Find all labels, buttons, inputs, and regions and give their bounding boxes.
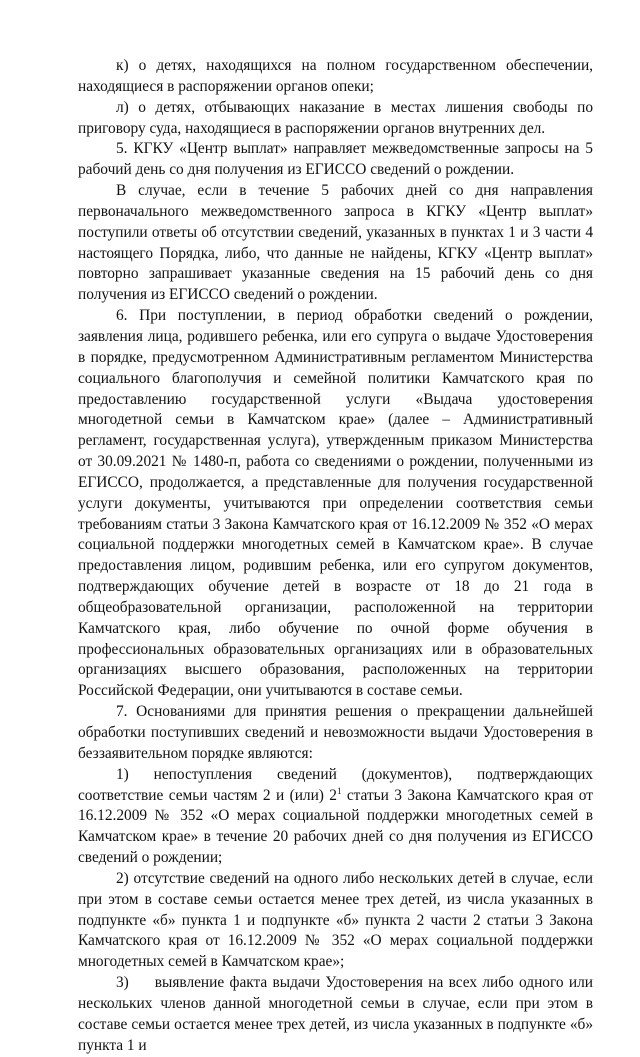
paragraph-7-item-3-number: 3) xyxy=(116,974,129,992)
paragraph-k: к) о детях, находящихся на полном государственном обеспечении, находящиеся в распоряжении органов опеки; xyxy=(78,57,593,95)
paragraph-7-item-1-end: статьи 3 Закона Камчатского края от 16.12.2009 № 352 «О мерах социальной поддержки многодетных семей в Камчатском крае» в течение 20 рабочих дней со дня получения из ЕГИССО сведений о рождении; xyxy=(78,786,593,867)
paragraph-7-item-3 xyxy=(78,973,593,1056)
paragraph-7-item-2: 2) отсутствие сведений на одного либо нескольких детей в случае, если при этом в составе семьи остается менее трех детей, из числа указанных в подпункте «б» пункта 1 и подпункте «б» пункта 2 части 2 статьи 3 Закона Камчатского края от 16.12.2009 № 352 «О мерах социальной поддержки многодетных семей в Камчатском крае»; xyxy=(78,869,593,971)
superscript-one: 1 xyxy=(336,785,342,796)
paragraph-7-item-1-start: 1) непоступления сведений (документов), подтверждающих соответствие семьи частям 2 и (или) 2 xyxy=(78,765,593,804)
paragraph-5: 5. КГКУ «Центр выплат» направляет межведомственные запросы на 5 рабочий день со дня получения из ЕГИССО сведений о рождении. xyxy=(78,140,593,179)
paragraph-7: 7. Основаниями для принятия решения о прекращении дальнейшей обработки поступивших сведений и невозможности выдачи Удостоверения в беззаявительном порядке являются: xyxy=(78,703,593,762)
paragraph-6: 6. При поступлении, в период обработки сведений о рождении, заявления лица, родившего ребенка, или его супруга о выдаче Удостоверения в порядке, предусмотренном Административным регламентом Министерства социального благополучия и семейной политики Камчатского края по предоставлению государственной услуги «Выдача удостоверения многодетной семьи в Камчатском крае» (далее – Административный регламент, государственная услуга), утвержденным приказом Министерства от 30.09.2021 № 1480-п, работа со сведениями о рождении, полученными из ЕГИССО, продолжается, а представленные для получения государственной услуги документы, учитываются при определении соответствия семьи требованиям статьи 3 Закона Камчатского края от 16.12.2009 № 352 «О мерах социальной поддержки многодетных семей в Камчатском крае». В случае предоставления лицом, родившим ребенка, или его супругом документов, подтверждающих обучение детей в возрасте от 18 до 21 года в общеобразовательной организации, расположенной на территории Камчатского края, либо обучение по очной форме обучения в профессиональных образовательных организациях или в образовательных организациях высшего образования, расположенных на территории Российской Федерации, они учитываются в составе семьи. xyxy=(78,307,593,700)
document-page xyxy=(78,56,593,1057)
paragraph-5-case: В случае, если в течение 5 рабочих дней со дня направления первоначального межведомственного запроса в КГКУ «Центр выплат» поступили ответы об отсутствии сведений, указанных в пунктах 1 и 3 части 4 настоящего Порядка, либо, что данные не найдены, КГКУ «Центр выплат» повторно запрашивает указанные сведения на 15 рабочий день со дня получения из ЕГИССО сведений о рождении. xyxy=(78,182,593,304)
paragraph-7-item-1 xyxy=(78,765,593,869)
paragraph-l: л) о детях, отбывающих наказание в местах лишения свободы по приговору суда, находящиеся в распоряжении органов внутренних дел. xyxy=(78,98,593,137)
paragraph-7-item-3-text: выявление факта выдачи Удостоверения на всех либо одного или нескольких членов данной многодетной семьи в случае, если при этом в составе семьи остается менее трех детей, из числа указанных в подпункте «б» пункта 1 и xyxy=(78,974,593,1054)
